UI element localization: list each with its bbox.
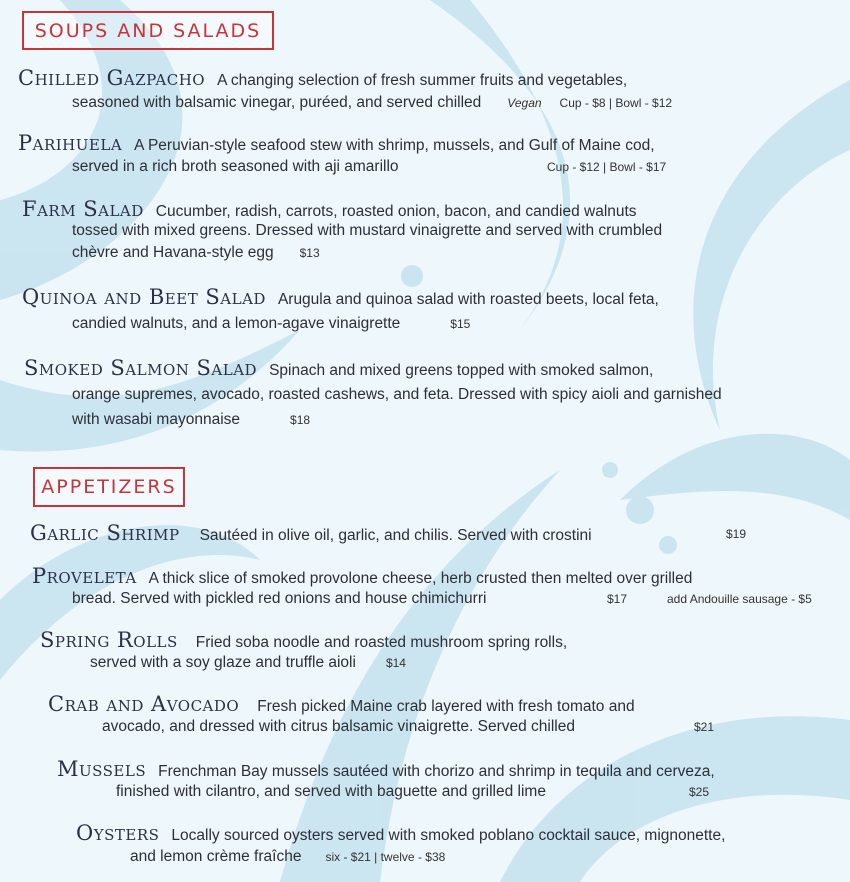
menu-item-farm-salad (22, 199, 637, 222)
item-description: served in a rich broth seasoned with aji amarillo (72, 158, 399, 175)
item-description: and lemon crème fraîche (130, 848, 302, 865)
section-header-soups-and-salads: SOUPS AND SALADS (22, 11, 274, 50)
menu-item-chilled-gazpacho (18, 68, 627, 91)
menu-item-proveleta (32, 566, 692, 589)
item-price: six - $21 | twelve - $38 (325, 850, 446, 864)
item-price: $19 (726, 527, 747, 541)
item-description: chèvre and Havana-style egg (72, 244, 274, 261)
item-description: Sautéed in olive oil, garlic, and chilis. Served with crostini (199, 527, 592, 544)
item-price: $17 (607, 592, 628, 606)
menu-item-spring-rolls (40, 630, 567, 653)
item-name: Smoked Salmon Salad (24, 356, 258, 380)
item-price: $15 (450, 317, 471, 331)
item-name: Spring Rolls (40, 628, 178, 652)
item-description: avocado, and dressed with citrus balsamic vinaigrette. Served chilled (102, 718, 575, 735)
menu-item-quinoa-and-beet-salad (22, 287, 659, 310)
menu-item-smoked-salmon-salad (24, 358, 653, 381)
item-description: A thick slice of smoked provolone cheese, herb crusted then melted over grilled (148, 570, 693, 587)
item-description: Arugula and quinoa salad with roasted beets, local feta, (277, 291, 659, 308)
item-price: $18 (290, 413, 311, 427)
item-name: Farm Salad (22, 197, 144, 221)
item-description: candied walnuts, and a lemon-agave vinaigrette (72, 315, 401, 332)
item-description: A Peruvian-style seafood stew with shrimp, mussels, and Gulf of Maine cod, (134, 137, 655, 154)
item-name: Quinoa and Beet Salad (22, 285, 266, 309)
item-name: Mussels (57, 757, 147, 781)
item-description: Frenchman Bay mussels sautéed with chorizo and shrimp in tequila and cerveza, (158, 763, 715, 780)
item-name: Oysters (76, 821, 160, 845)
item-description: Fresh picked Maine crab layered with fresh tomato and (257, 698, 635, 715)
dietary-tag: Vegan (507, 96, 542, 110)
item-description: A changing selection of fresh summer fruits and vegetables, (217, 72, 628, 89)
item-description: with wasabi mayonnaise (72, 411, 241, 428)
item-name: Crab and Avocado (48, 692, 240, 716)
menu-item-oysters (76, 823, 725, 846)
menu-item-crab-and-avocado (48, 694, 635, 717)
item-description: seasoned with balsamic vinegar, puréed, and served chilled (72, 94, 482, 111)
item-description: Fried soba noodle and roasted mushroom spring rolls, (195, 634, 568, 651)
item-description: tossed with mixed greens. Dressed with mustard vinaigrette and served with crumbled (72, 222, 663, 239)
item-add-on: add Andouille sausage - $5 (667, 592, 812, 606)
menu-item-parihuela (18, 133, 655, 156)
section-header-appetizers: APPETIZERS (33, 467, 185, 507)
item-name: Garlic Shrimp (30, 521, 180, 545)
item-description: orange supremes, avocado, roasted cashews, and feta. Dressed with spicy aioli and garnished (72, 386, 722, 403)
item-price: $13 (299, 246, 320, 260)
item-description: finished with cilantro, and served with baguette and grilled lime (116, 783, 546, 800)
item-price: $25 (689, 785, 710, 799)
item-name: Chilled Gazpacho (18, 66, 206, 90)
item-price: Cup - $8 | Bowl - $12 (559, 96, 673, 110)
item-description: Locally sourced oysters served with smoked poblano cocktail sauce, mignonette, (171, 827, 726, 844)
item-description: served with a soy glaze and truffle aioli (90, 654, 356, 671)
item-name: Proveleta (32, 564, 137, 588)
item-description: bread. Served with pickled red onions and house chimichurri (72, 590, 487, 607)
menu-item-garlic-shrimp (30, 523, 592, 546)
item-name: Parihuela (18, 131, 123, 155)
item-price: Cup - $12 | Bowl - $17 (547, 160, 667, 174)
item-price: $14 (385, 656, 406, 670)
item-price: $21 (694, 720, 715, 734)
item-description: Cucumber, radish, carrots, roasted onion, bacon, and candied walnuts (155, 203, 637, 220)
menu-item-mussels (57, 759, 715, 782)
item-description: Spinach and mixed greens topped with smoked salmon, (269, 362, 654, 379)
